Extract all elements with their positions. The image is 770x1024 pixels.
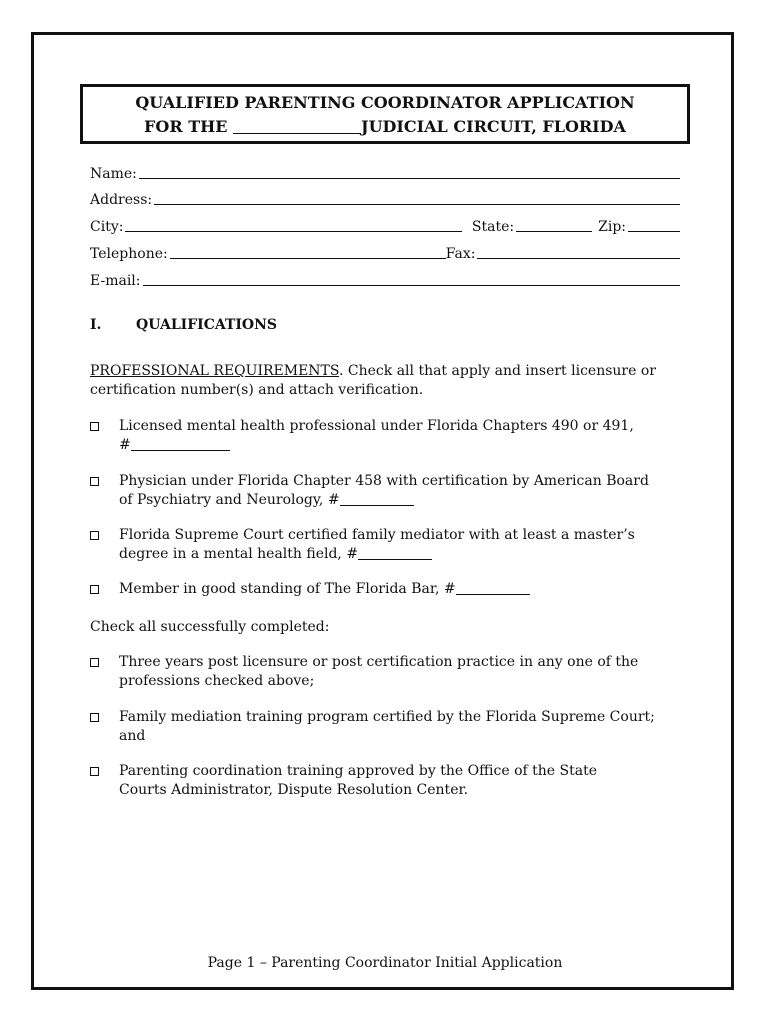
checkbox[interactable]	[90, 422, 99, 431]
city-label: City:	[90, 219, 124, 235]
email-label: E-mail:	[90, 273, 141, 289]
telephone-row	[90, 240, 680, 262]
certification-number-blank[interactable]	[340, 504, 414, 506]
completed-item-practice	[90, 653, 680, 691]
circuit-blank[interactable]	[233, 132, 361, 134]
requirement-line-2: of Psychiatry and Neurology, #	[119, 491, 680, 510]
checkbox[interactable]	[90, 713, 99, 722]
checkbox[interactable]	[90, 658, 99, 667]
mediator-number-blank[interactable]	[358, 558, 432, 560]
requirement-line-2: degree in a mental health field, #	[119, 545, 680, 564]
checkbox[interactable]	[90, 585, 99, 594]
title-line-2	[83, 115, 687, 139]
license-number-blank[interactable]	[131, 449, 230, 451]
name-row	[90, 160, 680, 182]
requirement-line-1: Florida Supreme Court certified family mediator with at least a master’s	[119, 527, 635, 543]
telephone-label: Telephone:	[90, 246, 168, 262]
state-label: State:	[471, 219, 515, 235]
section-title: QUALIFICATIONS	[136, 317, 278, 333]
fax-label: Fax:	[445, 246, 476, 262]
completed-item-mediation-training	[90, 708, 680, 746]
title-prefix: FOR THE	[144, 117, 228, 136]
completed-intro: Check all successfully completed:	[90, 619, 330, 635]
address-label: Address:	[90, 192, 153, 208]
state-field[interactable]	[516, 217, 592, 232]
address-row	[90, 186, 680, 208]
checkbox[interactable]	[90, 767, 99, 776]
requirement-line-2: #	[119, 436, 680, 455]
section-heading	[90, 317, 277, 333]
completed-line-2: and	[119, 728, 146, 744]
telephone-field[interactable]	[170, 244, 446, 259]
requirement-item-mental-health	[90, 417, 680, 455]
bar-number-blank[interactable]	[456, 593, 530, 595]
requirement-item-florida-bar	[90, 580, 680, 599]
section-number: I.	[90, 317, 102, 333]
name-label: Name:	[90, 166, 137, 182]
email-field[interactable]	[143, 271, 680, 286]
checkbox[interactable]	[90, 531, 99, 540]
completed-line-1: Parenting coordination training approved by the Office of the State	[119, 763, 598, 779]
title-box	[80, 84, 690, 144]
completed-line-2: Courts Administrator, Dispute Resolution Center.	[119, 782, 469, 798]
city-field[interactable]	[125, 217, 461, 232]
requirement-line-1: Physician under Florida Chapter 458 with certification by American Board	[119, 473, 649, 489]
professional-requirements-label: PROFESSIONAL REQUIREMENTS	[90, 363, 339, 379]
title-line-1: QUALIFIED PARENTING COORDINATOR APPLICATION	[135, 93, 635, 112]
name-field[interactable]	[139, 164, 680, 179]
requirement-line-1: Licensed mental health professional under Florida Chapters 490 or 491,	[119, 418, 634, 434]
completed-item-coordination-training	[90, 762, 680, 800]
zip-field[interactable]	[628, 217, 680, 232]
requirement-item-mediator	[90, 526, 680, 564]
city-row	[90, 213, 680, 235]
checkbox[interactable]	[90, 477, 99, 486]
requirement-line-1: Member in good standing of The Florida Bar, #	[119, 580, 680, 599]
title-suffix: JUDICIAL CIRCUIT, FLORIDA	[361, 117, 626, 136]
fax-field[interactable]	[477, 244, 680, 259]
requirement-item-physician	[90, 472, 680, 510]
professional-requirements-text: . Check all that apply and insert licensure or certification number(s) and attach verification.	[90, 363, 656, 398]
email-row	[90, 267, 680, 289]
completed-line-2: professions checked above;	[119, 673, 315, 689]
completed-line-1: Three years post licensure or post certification practice in any one of the	[119, 654, 639, 670]
page-footer: Page 1 – Parenting Coordinator Initial Application	[207, 955, 563, 971]
completed-line-1: Family mediation training program certified by the Florida Supreme Court;	[119, 709, 655, 725]
address-field[interactable]	[154, 190, 680, 205]
zip-label: Zip:	[598, 219, 626, 235]
professional-requirements-paragraph	[90, 362, 680, 400]
